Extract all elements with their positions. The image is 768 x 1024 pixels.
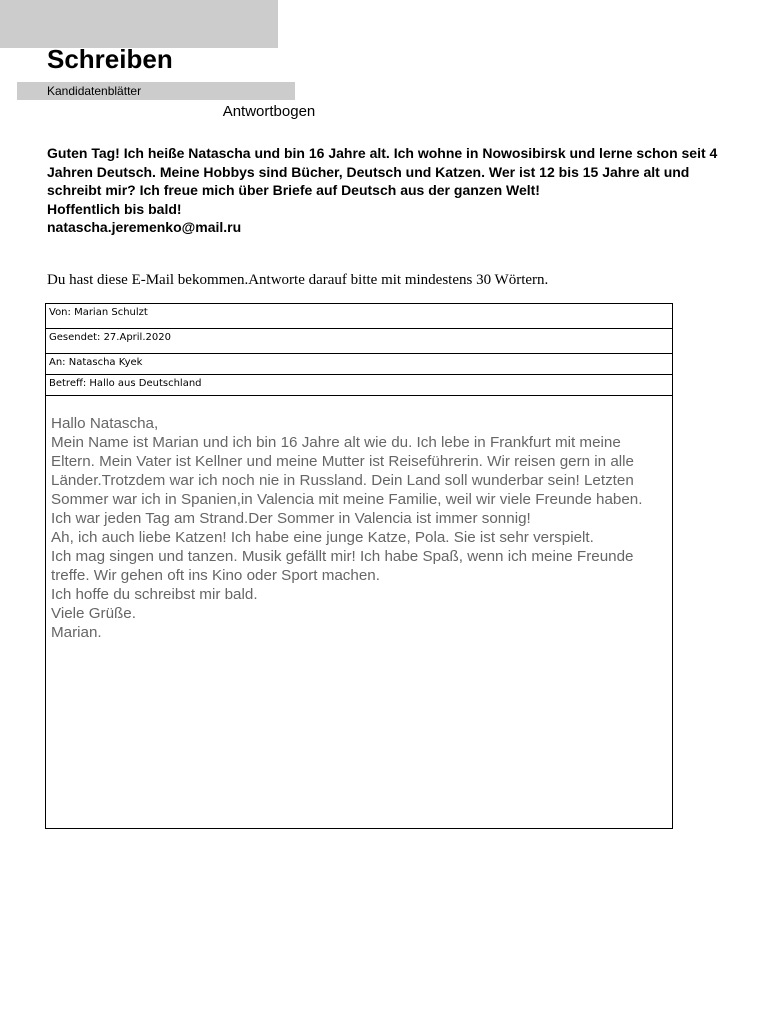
body-line: Ich hoffe du schreibst mir bald. bbox=[51, 586, 258, 603]
body-line: Ich mag singen und tanzen. Musik gefällt mir! Ich habe Spaß, wenn ich meine Freunde treffe. Wir gehen oft ins Kino oder Sport machen. bbox=[51, 548, 634, 584]
body-line: Hallo Natascha, bbox=[51, 415, 159, 432]
page-title: Schreiben bbox=[47, 44, 173, 74]
subtitle: Kandidatenblätter bbox=[47, 84, 142, 98]
subject-value: Betreff: Hallo aus Deutschland bbox=[49, 378, 202, 389]
sent-date-field[interactable] bbox=[46, 329, 672, 354]
email-body[interactable] bbox=[51, 414, 663, 642]
intro-paragraph: Guten Tag! Ich heiße Natascha und bin 16 Jahre alt. Ich wohne in Nowosibirsk und lerne schon seit 4 Jahren Deutsch. Meine Hobbys sind Bücher, Deutsch und Katzen. Wer ist 12 bis 15 Jahre alt und schreibt mir? Ich freue mich über Briefe auf Deutsch aus der ganzen Welt! bbox=[47, 145, 718, 198]
sent-date-value: Gesendet: 27.April.2020 bbox=[49, 332, 171, 343]
intro-letter bbox=[47, 144, 727, 237]
body-line: Ah, ich auch liebe Katzen! Ich habe eine junge Katze, Pola. Sie ist sehr verspielt. bbox=[51, 529, 594, 546]
body-line: Marian. bbox=[51, 624, 102, 641]
body-line: Mein Name ist Marian und ich bin 16 Jahre alt wie du. Ich lebe in Frankfurt mit meine Eltern. Mein Vater ist Kellner und meine Mutter ist Reiseführerin. Wir reisen gern in alle Länder.Trotzdem war ich noch nie in Russland. Dein Land soll wunderbar sein! Letzten Sommer war ich in Spanien,in Valencia mit meine Familie, weil wir viele Freunde haben. Ich war jeden Tag am Strand.Der Sommer in Valencia ist immer sonnig! bbox=[51, 434, 643, 527]
subject-field[interactable] bbox=[46, 375, 672, 396]
body-line: Viele Grüße. bbox=[51, 605, 136, 622]
to-value: An: Natascha Kyek bbox=[49, 357, 143, 368]
task-instruction: Du hast diese E-Mail bekommen.Antworte darauf bitte mit mindestens 30 Wörtern. bbox=[47, 272, 549, 288]
header-bar bbox=[0, 0, 278, 48]
to-field[interactable] bbox=[46, 354, 672, 375]
subtitle-bar bbox=[17, 82, 295, 100]
intro-email-address: natascha.jeremenko@mail.ru bbox=[47, 219, 242, 235]
from-field[interactable] bbox=[46, 304, 672, 329]
from-value: Von: Marian Schulzt bbox=[49, 307, 148, 318]
email-form bbox=[45, 303, 673, 829]
intro-closing: Hoffentlich bis bald! bbox=[47, 200, 182, 217]
answer-sheet-heading: Antwortbogen bbox=[222, 103, 316, 120]
